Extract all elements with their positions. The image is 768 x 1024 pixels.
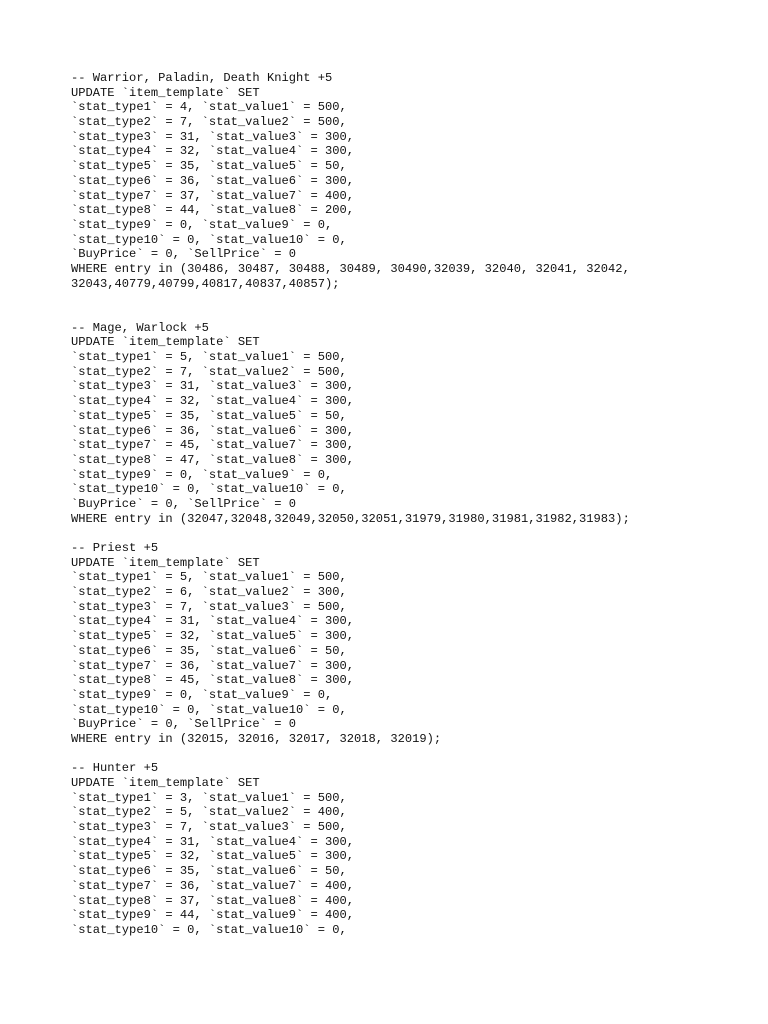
sql-where-line: WHERE entry in (30486, 30487, 30488, 30489, 30490,32039, 32040, 32041, 32042, xyxy=(71,261,630,276)
sql-stat-line: `stat_type8` = 44, `stat_value8` = 200, xyxy=(71,203,355,218)
sql-stat-line: `stat_type5` = 35, `stat_value5` = 50, xyxy=(71,408,347,423)
document-page xyxy=(71,71,751,938)
sql-stat-line: `stat_type1` = 3, `stat_value1` = 500, xyxy=(71,790,347,805)
sql-stat-line: `stat_type5` = 35, `stat_value5` = 50, xyxy=(71,159,347,174)
sql-update-line: UPDATE `item_template` SET xyxy=(71,335,260,350)
sql-stat-line: `stat_type10` = 0, `stat_value10` = 0, xyxy=(71,702,347,717)
sql-block-warrior-paladin-death-knight xyxy=(71,71,751,291)
sql-update-line: UPDATE `item_template` SET xyxy=(71,555,260,570)
sql-stat-line: `stat_type3` = 31, `stat_value3` = 300, xyxy=(71,129,355,144)
sql-where-line: WHERE entry in (32015, 32016, 32017, 32018, 32019); xyxy=(71,731,442,746)
sql-stat-line: `stat_type6` = 35, `stat_value6` = 50, xyxy=(71,864,347,879)
sql-stat-line: `stat_type2` = 7, `stat_value2` = 500, xyxy=(71,364,347,379)
sql-stat-line: `stat_type7` = 36, `stat_value7` = 300, xyxy=(71,658,355,673)
sql-stat-line: `stat_type3` = 31, `stat_value3` = 300, xyxy=(71,379,355,394)
block-spacer xyxy=(71,526,751,541)
sql-comment-line: -- Warrior, Paladin, Death Knight +5 xyxy=(71,71,333,85)
sql-price-line: `BuyPrice` = 0, `SellPrice` = 0 xyxy=(71,247,296,262)
sql-stat-line: `stat_type8` = 47, `stat_value8` = 300, xyxy=(71,452,355,467)
sql-price-line: `BuyPrice` = 0, `SellPrice` = 0 xyxy=(71,717,296,732)
sql-stat-line: `stat_type2` = 6, `stat_value2` = 300, xyxy=(71,585,347,600)
sql-stat-line: `stat_type4` = 32, `stat_value4` = 300, xyxy=(71,394,355,409)
sql-price-line: `BuyPrice` = 0, `SellPrice` = 0 xyxy=(71,496,296,511)
sql-stat-line: `stat_type6` = 35, `stat_value6` = 50, xyxy=(71,643,347,658)
sql-stat-line: `stat_type7` = 36, `stat_value7` = 400, xyxy=(71,878,355,893)
sql-stat-line: `stat_type5` = 32, `stat_value5` = 300, xyxy=(71,849,355,864)
sql-stat-line: `stat_type8` = 37, `stat_value8` = 400, xyxy=(71,893,355,908)
sql-stat-line: `stat_type1` = 5, `stat_value1` = 500, xyxy=(71,350,347,365)
block-spacer xyxy=(71,291,751,320)
sql-stat-line: `stat_type7` = 45, `stat_value7` = 300, xyxy=(71,438,355,453)
sql-comment-line: -- Priest +5 xyxy=(71,541,159,556)
sql-comment-line: -- Mage, Warlock +5 xyxy=(71,320,209,335)
sql-stat-line: `stat_type10` = 0, `stat_value10` = 0, xyxy=(71,482,347,497)
sql-stat-line: `stat_type4` = 31, `stat_value4` = 300, xyxy=(71,614,355,629)
sql-stat-line: `stat_type6` = 36, `stat_value6` = 300, xyxy=(71,173,355,188)
sql-block-mage-warlock xyxy=(71,321,751,527)
sql-stat-line: `stat_type3` = 7, `stat_value3` = 500, xyxy=(71,820,347,835)
sql-stat-line: `stat_type9` = 0, `stat_value9` = 0, xyxy=(71,687,333,702)
sql-stat-line: `stat_type10` = 0, `stat_value10` = 0, xyxy=(71,922,347,937)
sql-stat-line: `stat_type2` = 7, `stat_value2` = 500, xyxy=(71,115,347,130)
sql-block-priest xyxy=(71,541,751,747)
block-spacer xyxy=(71,747,751,762)
sql-comment-line: -- Hunter +5 xyxy=(71,761,159,776)
sql-stat-line: `stat_type1` = 4, `stat_value1` = 500, xyxy=(71,100,347,115)
sql-stat-line: `stat_type5` = 32, `stat_value5` = 300, xyxy=(71,629,355,644)
sql-stat-line: `stat_type4` = 32, `stat_value4` = 300, xyxy=(71,144,355,159)
sql-stat-line: `stat_type6` = 36, `stat_value6` = 300, xyxy=(71,423,355,438)
sql-stat-line: `stat_type7` = 37, `stat_value7` = 400, xyxy=(71,188,355,203)
sql-stat-line: `stat_type10` = 0, `stat_value10` = 0, xyxy=(71,232,347,247)
sql-stat-line: `stat_type9` = 0, `stat_value9` = 0, xyxy=(71,467,333,482)
sql-update-line: UPDATE `item_template` SET xyxy=(71,776,260,791)
sql-where-line: 32043,40779,40799,40817,40837,40857); xyxy=(71,276,340,291)
sql-stat-line: `stat_type9` = 0, `stat_value9` = 0, xyxy=(71,217,333,232)
sql-stat-line: `stat_type8` = 45, `stat_value8` = 300, xyxy=(71,673,355,688)
sql-stat-line: `stat_type3` = 7, `stat_value3` = 500, xyxy=(71,599,347,614)
sql-stat-line: `stat_type1` = 5, `stat_value1` = 500, xyxy=(71,570,347,585)
sql-stat-line: `stat_type4` = 31, `stat_value4` = 300, xyxy=(71,834,355,849)
sql-where-line: WHERE entry in (32047,32048,32049,32050,32051,31979,31980,31981,31982,31983); xyxy=(71,511,630,526)
sql-stat-line: `stat_type9` = 44, `stat_value9` = 400, xyxy=(71,908,355,923)
sql-block-hunter xyxy=(71,761,751,937)
sql-update-line: UPDATE `item_template` SET xyxy=(71,85,260,100)
sql-stat-line: `stat_type2` = 5, `stat_value2` = 400, xyxy=(71,805,347,820)
